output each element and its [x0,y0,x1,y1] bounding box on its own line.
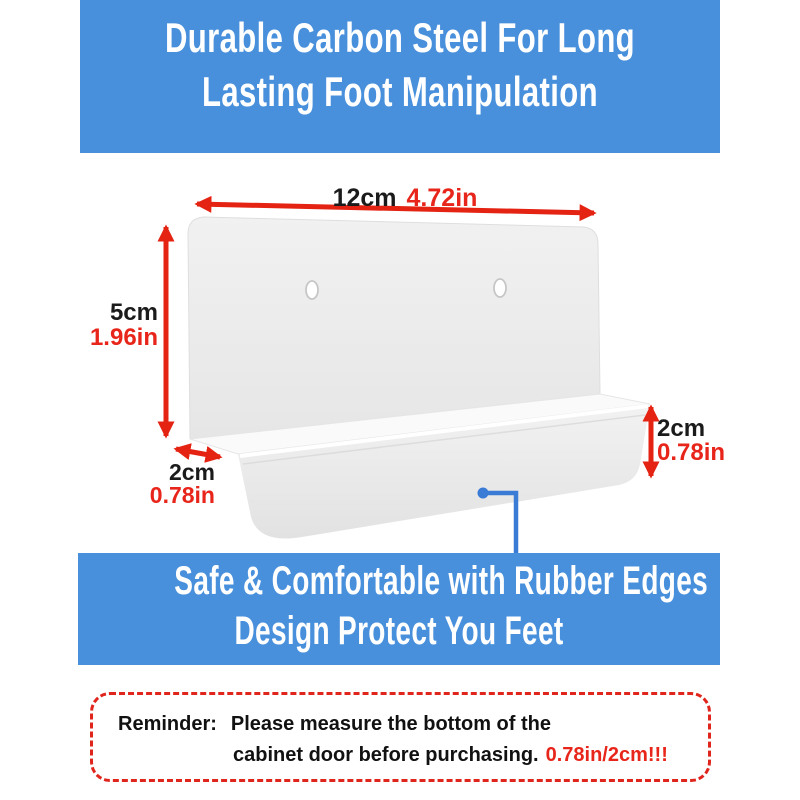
reminder-label: Reminder: [118,713,217,735]
reminder-box [90,692,711,782]
depth-inch-value: 0.78in [149,482,215,508]
height-inch-value: 1.96in [89,324,158,351]
lip-cm-value: 2cm [657,415,706,442]
screw-hole-right [494,279,506,297]
reminder-highlight: 0.78in/2cm!!! [545,744,668,766]
depth-arrow [176,449,220,457]
feature-line-1: Safe & Comfortable with Rubber Edges [174,559,709,603]
lip-inch-value: 0.78in [657,439,726,466]
feature-banner [78,553,720,665]
reminder-text-1: Please measure the bottom of the [230,713,551,735]
callout-dot [478,488,489,499]
lip-dimension-label [657,417,777,465]
width-inch-value: 4.72in [406,184,478,212]
width-cm-value: 12cm [332,184,397,212]
height-dimension-label [58,300,158,350]
reminder-text-2: cabinet door before purchasing. [233,744,539,766]
height-cm-value: 5cm [109,299,158,326]
feature-line-2: Design Protect You Feet [234,609,564,653]
header-line-1: Durable Carbon Steel For Long [164,14,636,61]
reminder-line-1 [118,709,708,740]
depth-cm-value: 2cm [168,459,215,485]
screw-hole-left [306,281,318,299]
header-line-2: Lasting Foot Manipulation [202,68,598,115]
width-dimension-label [320,184,490,213]
reminder-line-2 [118,740,708,771]
depth-dimension-label [133,461,215,507]
